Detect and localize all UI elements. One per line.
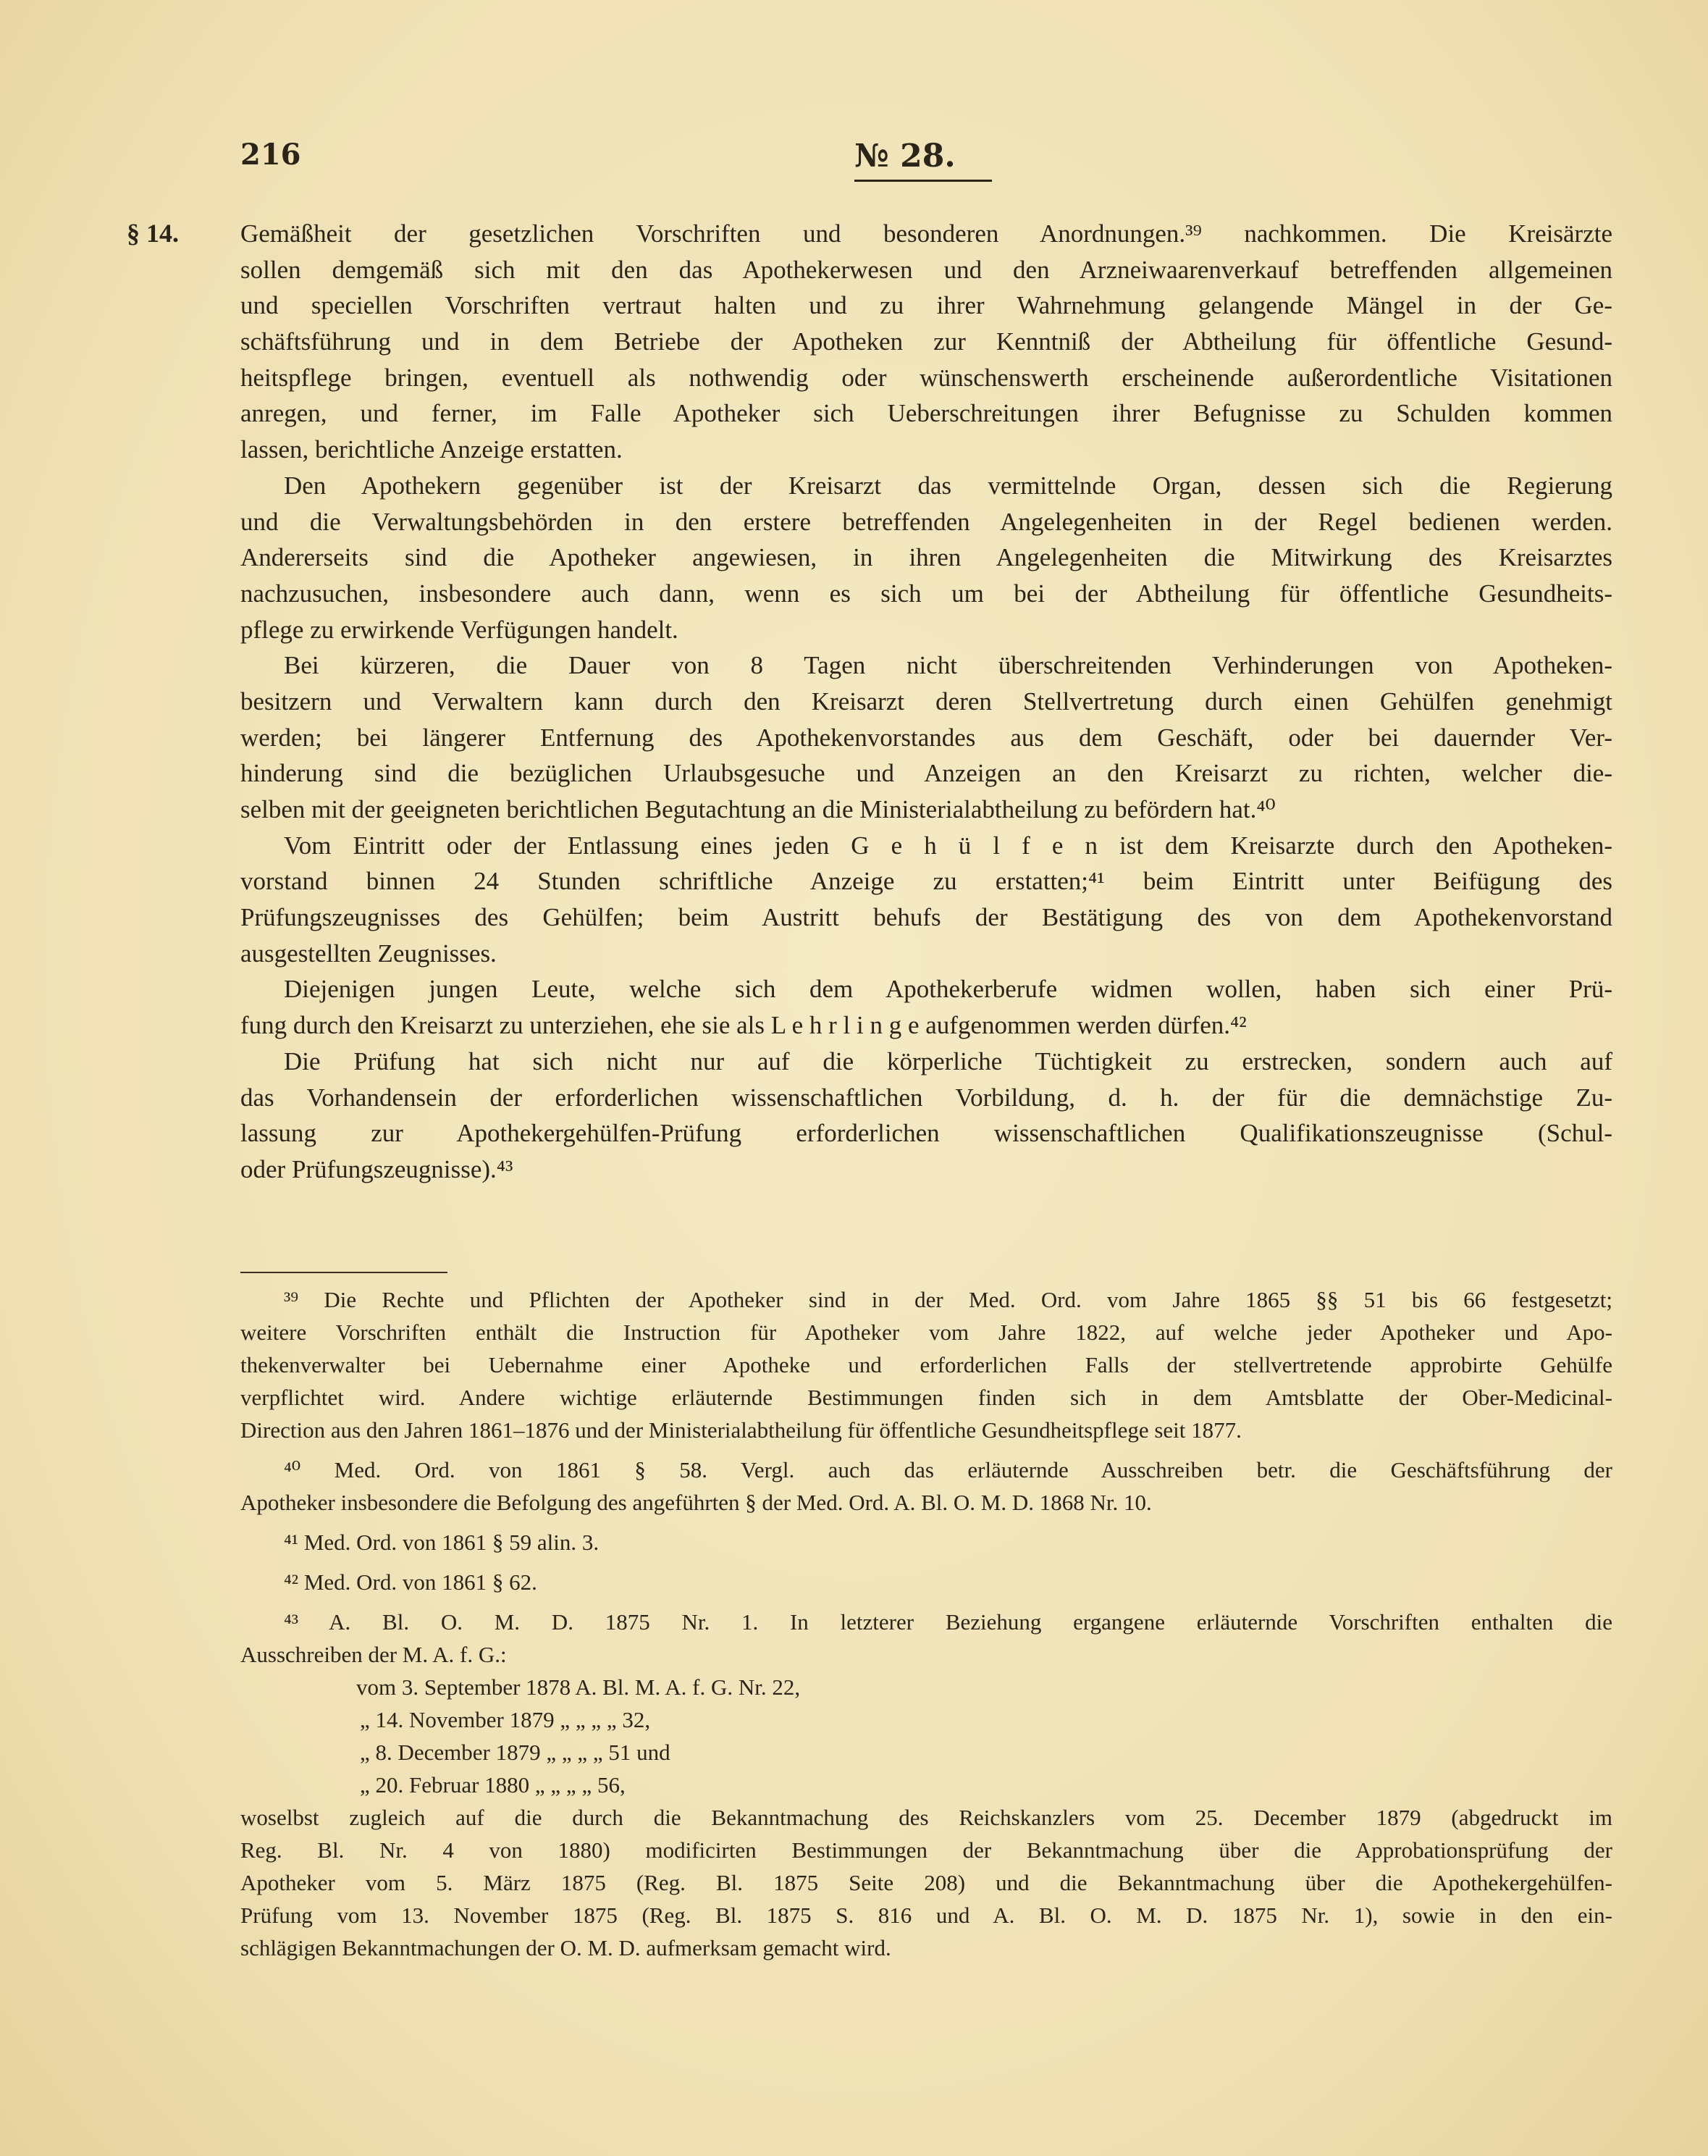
footnote-table-row: „ 14. November 1879 „ „ „ „ 32, [360,1707,651,1732]
paragraph-line: schäftsführung und in dem Betriebe der Apotheken zur Kenntniß der Abtheilung für öffentliche Gesund- [240,327,1612,356]
paragraph-line: besitzern und Verwaltern kann durch den Kreisarzt deren Stellvertretung durch einen Gehülfen genehmigt [240,687,1612,716]
paragraph-line: Gemäßheit der gesetzlichen Vorschriften und besonderen Anordnungen.³⁹ nachkommen. Die Kreisärzte [240,219,1612,248]
footnote-line: Reg. Bl. Nr. 4 von 1880) modificirten Bestimmungen der Bekanntmachung über die Approbationsprüfung der [240,1837,1612,1863]
paragraph-line: pflege zu erwirkende Verfügungen handelt. [240,615,678,644]
paragraph-line: sollen demgemäß sich mit den das Apothekerwesen und den Arzneiwaarenverkauf betreffenden allgemeinen [240,255,1612,284]
paragraph-line: und die Verwaltungsbehörden in den erstere betreffenden Angelegenheiten in der Regel bedienen werden. [240,507,1612,536]
paragraph [240,216,1612,468]
paragraph-line: selben mit der geeigneten berichtlichen Begutachtung an die Ministerialabtheilung zu befördern hat.⁴⁰ [240,795,1276,823]
paragraph-line: anregen, und ferner, im Falle Apotheker sich Ueberschreitungen ihrer Befugnisse zu Schulden kommen [240,399,1612,428]
footnote-table-row: vom 3. September 1878 A. Bl. M. A. f. G. Nr. 22, [356,1674,801,1700]
footnote-line: schlägigen Bekanntmachungen der O. M. D. aufmerksam gemacht wird. [240,1935,891,1960]
footnote [240,1454,1612,1519]
paragraph-line: vorstand binnen 24 Stunden schriftliche Anzeige zu erstatten;⁴¹ beim Eintritt unter Beifügung des [240,867,1612,896]
document-number-underline [854,180,992,182]
section-mark: § 14. [127,219,179,248]
footnote-line: woselbst zugleich auf die durch die Bekanntmachung des Reichskanzlers vom 25. December 1879 (abgedruckt im [240,1805,1612,1830]
footnote-line: ⁴² Med. Ord. von 1861 § 62. [284,1569,537,1595]
footnote-line: ⁴⁰ Med. Ord. von 1861 § 58. Vergl. auch das erläuternde Ausschreiben betr. die Geschäftsführung der [284,1457,1612,1482]
paragraph-line: Diejenigen jungen Leute, welche sich dem Apothekerberufe widmen wollen, haben sich einer Prü- [284,975,1612,1004]
footnote-separator [240,1272,447,1273]
footnote [240,1566,1612,1598]
paragraph [240,1044,1612,1188]
paragraph-line: Die Prüfung hat sich nicht nur auf die körperliche Tüchtigkeit zu erstrecken, sondern auch auf [284,1046,1612,1075]
paragraph-line: Vom Eintritt oder der Entlassung eines jeden G e h ü l f e n ist dem Kreisarzte durch den Apotheken- [284,831,1612,860]
page-number: 216 [240,138,301,172]
body-text [240,216,1612,1188]
footnote-line: ⁴³ A. Bl. O. M. D. 1875 Nr. 1. In letzterer Beziehung ergangene erläuternde Vorschriften enthalten die [284,1609,1612,1635]
paragraph-line: heitspflege bringen, eventuell als nothwendig oder wünschenswerth erscheinende außerordentliche Visitationen [240,363,1612,392]
footnote-table-row: „ 8. December 1879 „ „ „ „ 51 und [360,1740,670,1765]
paragraph [240,468,1612,647]
footnote-line: weitere Vorschriften enthält die Instruction für Apotheker vom Jahre 1822, auf welche jeder Apotheker und Apo- [240,1320,1612,1345]
paragraph-line: Den Apothekern gegenüber ist der Kreisarzt das vermittelnde Organ, dessen sich die Regierung [284,471,1612,500]
paragraph-line: lassung zur Apothekergehülfen-Prüfung erforderlichen wissenschaftlichen Qualifikationszeugnisse (Schul- [240,1119,1612,1148]
paragraph-line: Prüfungszeugnisses des Gehülfen; beim Austritt behufs der Bestätigung des von dem Apothekenvorstand [240,903,1612,932]
page-header [0,138,1708,181]
footnote [240,1283,1612,1446]
paragraph-line: ausgestellten Zeugnisses. [240,939,497,968]
paragraph-line: lassen, berichtliche Anzeige erstatten. [240,435,623,464]
footnote-line: Apotheker vom 5. März 1875 (Reg. Bl. 1875 Seite 208) und die Bekanntmachung über die Apothekergehülfen- [240,1870,1612,1895]
footnote-line: verpflichtet wird. Andere wichtige erläuternde Bestimmungen finden sich in dem Amtsblatte der Ober-Medicinal- [240,1385,1612,1410]
paragraph [240,828,1612,972]
footnote-line: Prüfung vom 13. November 1875 (Reg. Bl. 1875 S. 816 und A. Bl. O. M. D. 1875 Nr. 1), sowie in den ein- [240,1903,1612,1928]
paragraph-line: oder Prüfungszeugnisse).⁴³ [240,1154,513,1183]
paragraph-line: Bei kürzeren, die Dauer von 8 Tagen nicht überschreitenden Verhinderungen von Apotheken- [284,651,1612,680]
paragraph-line: fung durch den Kreisarzt zu unterziehen, ehe sie als L e h r l i n g e aufgenommen werden dürfen.⁴² [240,1011,1247,1040]
footnote-line: Ausschreiben der M. A. f. G.: [240,1642,507,1667]
document-number: № 28. [854,138,956,175]
footnote [240,1526,1612,1559]
footnotes [240,1283,1612,1971]
footnote-line: Direction aus den Jahren 1861–1876 und der Ministerialabtheilung für öffentliche Gesundheitspflege seit 1877. [240,1417,1242,1443]
paragraph [240,971,1612,1043]
footnote-line: ⁴¹ Med. Ord. von 1861 § 59 alin. 3. [284,1530,600,1555]
paragraph-line: Andererseits sind die Apotheker angewiesen, in ihren Angelegenheiten die Mitwirkung des Kreisarztes [240,543,1612,572]
paragraph-line: das Vorhandensein der erforderlichen wissenschaftlichen Vorbildung, d. h. der für die demnächstige Zu- [240,1083,1612,1112]
footnote-line: Apotheker insbesondere die Befolgung des angeführten § der Med. Ord. A. Bl. O. M. D. 1868 Nr. 10. [240,1490,1152,1515]
footnote-line: thekenverwalter bei Uebernahme einer Apotheke und erforderlichen Falls der stellvertretende approbirte Gehülfe [240,1352,1612,1377]
footnote [240,1606,1612,1964]
paragraph-line: nachzusuchen, insbesondere auch dann, wenn es sich um bei der Abtheilung für öffentliche Gesundheits- [240,579,1612,608]
footnote-table-row: „ 20. Februar 1880 „ „ „ „ 56, [360,1772,626,1798]
paragraph-line: werden; bei längerer Entfernung des Apothekenvorstandes aus dem Geschäft, oder bei dauernder Ver- [240,723,1612,752]
paragraph-line: hinderung sind die bezüglichen Urlaubsgesuche und Anzeigen an den Kreisarzt zu richten, welcher die- [240,759,1612,788]
paragraph [240,647,1612,827]
footnote-line: ³⁹ Die Rechte und Pflichten der Apotheker sind in der Med. Ord. vom Jahre 1865 §§ 51 bis 66 festgesetzt; [284,1287,1612,1312]
paragraph-line: und speciellen Vorschriften vertraut halten und zu ihrer Wahrnehmung gelangende Mängel in der Ge- [240,291,1612,320]
